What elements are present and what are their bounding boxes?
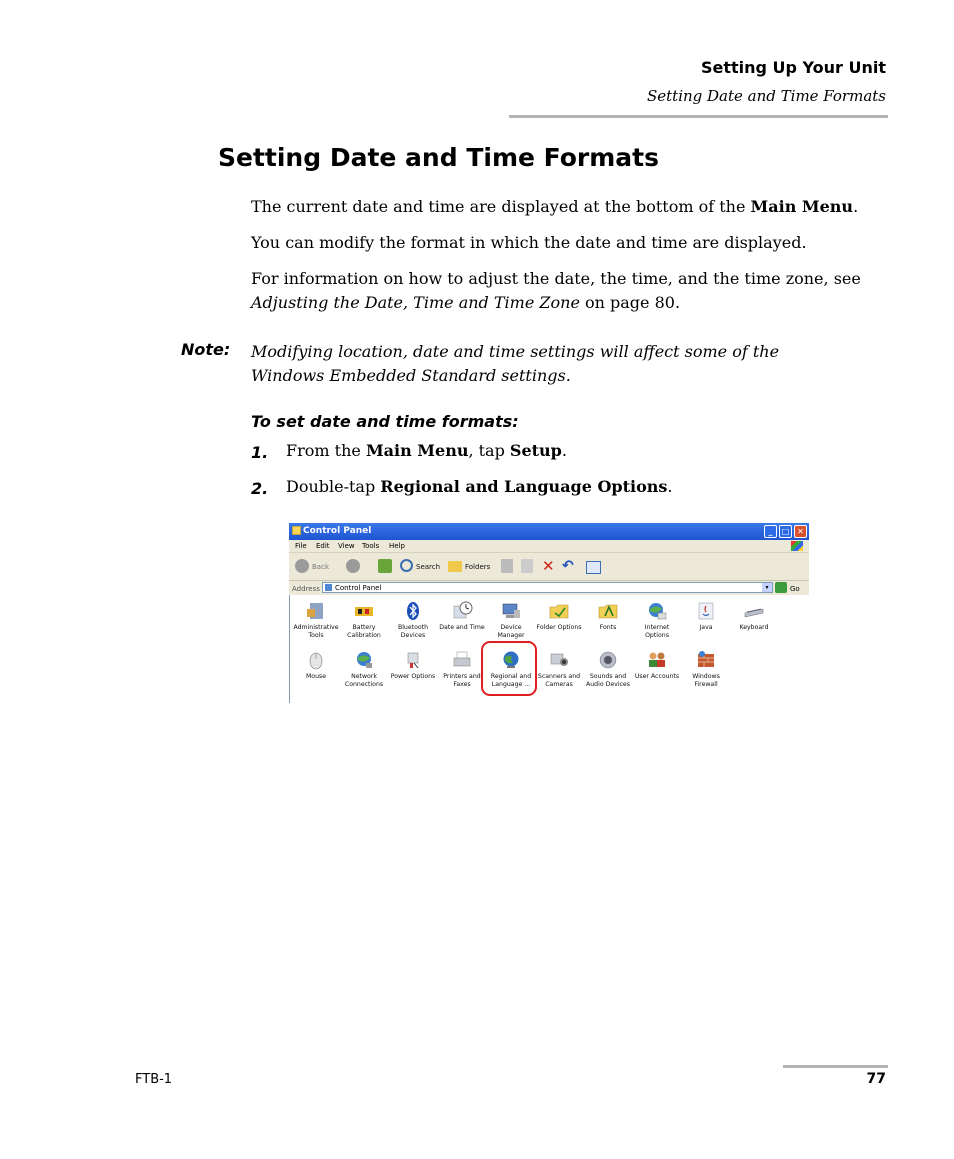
address-dropdown-icon[interactable]: ▾ [762,583,772,592]
control-panel-small-icon [325,584,332,591]
item-label: Bluetooth [397,624,429,631]
date-time-icon [451,601,473,621]
go-arrow-icon[interactable] [775,582,787,593]
item-battery-calibration[interactable] [339,601,389,640]
menu-help[interactable]: Help [389,542,405,550]
menu-bar [289,540,809,553]
item-network-connections[interactable] [339,650,389,689]
mouse-icon [305,650,327,670]
item-label: Network [351,673,377,680]
item-fonts[interactable] [583,601,633,632]
menu-file[interactable]: File [295,542,307,550]
item-keyboard[interactable] [729,601,779,632]
item-label-2: Language ... [491,681,531,688]
step-1-pre: From the [286,441,366,460]
item-device-manager[interactable] [486,601,536,640]
views-icon[interactable] [586,561,601,574]
step-1-text [286,441,567,460]
item-label-2: Firewall [694,681,718,688]
scanner-icon [548,650,570,670]
paragraph-1 [251,195,871,219]
java-icon [695,601,717,621]
address-label: Address [292,585,320,593]
control-panel-items [289,595,809,703]
highlight-circle [481,641,537,696]
item-internet-options[interactable] [632,601,682,640]
control-panel-screenshot [289,523,809,703]
folder-options-icon [548,601,570,621]
paragraph-1-text: The current date and time are displayed at the bottom of the [251,197,751,216]
item-label-2: Faxes [453,681,471,688]
item-date-and-time[interactable] [437,601,487,632]
window-title: Control Panel [303,526,372,536]
section-title: Setting Date and Time Formats [218,143,659,172]
running-header-title: Setting Up Your Unit [700,58,886,77]
network-icon [353,650,375,670]
item-java[interactable] [681,601,731,632]
footer-rule [783,1065,888,1068]
item-label: Folder Options [536,624,582,631]
step-2-number: 2. [251,479,269,498]
item-administrative-tools[interactable] [291,601,341,640]
menu-view[interactable]: View [338,542,355,550]
item-label: Mouse [305,673,327,680]
delete-icon[interactable]: ✕ [542,557,555,575]
item-label: Battery [352,624,376,631]
firewall-icon [695,650,717,670]
copy-to-icon[interactable] [521,559,533,573]
step-1-bold-1: Main Menu [365,441,469,460]
bluetooth-icon [402,601,424,621]
note-text: Modifying location, date and time settings will affect some of the Windows Embedded Standard settings. [251,342,780,385]
step-1-number: 1. [251,443,269,462]
search-label: Search [416,563,441,571]
address-value: Control Panel [335,584,382,592]
item-label: Administrative [293,624,339,631]
maximize-button[interactable]: □ [779,525,792,538]
step-1-bold-2: Setup [509,441,562,460]
keyboard-icon [743,601,765,621]
paragraph-3-text: For information on how to adjust the date, the time, and the time zone, see [251,269,861,288]
header-rule [509,115,888,118]
minimize-button[interactable]: _ [764,525,777,538]
paragraph-2: You can modify the format in which the date and time are displayed. [251,233,807,252]
admin-tools-icon [305,601,327,621]
item-label-2: Options [645,632,669,639]
item-label: User Accounts [634,673,680,680]
internet-options-icon [646,601,668,621]
fonts-icon [597,601,619,621]
toolbar [289,553,809,581]
address-input[interactable] [322,582,773,593]
undo-icon[interactable]: ↶ [562,558,574,574]
item-label: Date and Time [439,624,485,631]
running-header-subtitle: Setting Date and Time Formats [646,87,886,105]
item-sounds-and-audio-devices[interactable] [583,650,633,689]
item-label: Keyboard [739,624,769,631]
procedure-title: To set date and time formats: [251,412,519,431]
item-bluetooth-devices[interactable] [388,601,438,640]
up-folder-icon[interactable] [378,559,392,573]
item-label: Fonts [599,624,617,631]
menu-tools[interactable]: Tools [362,542,380,550]
step-2-pre: Double-tap [286,477,381,496]
user-accounts-icon [646,650,668,670]
item-label: Sounds and [589,673,627,680]
cross-reference-link[interactable]: Adjusting the Date, Time and Time Zone [251,293,580,312]
item-label-2: Audio Devices [586,681,630,688]
item-label: Printers and [443,673,481,680]
paragraph-1-bold: Main Menu [750,197,854,216]
control-panel-icon [292,526,301,535]
back-label: Back [312,563,329,571]
item-label: Internet [644,624,670,631]
speaker-icon [597,650,619,670]
item-power-options[interactable] [388,650,438,681]
item-label-2: Tools [308,632,324,639]
item-label-2: Cameras [545,681,573,688]
item-label: Regional and [490,673,532,680]
item-folder-options[interactable] [534,601,584,632]
footer-product: FTB-1 [135,1072,173,1087]
close-button[interactable]: ✕ [794,525,807,538]
folders-label: Folders [465,563,491,571]
item-label: Power Options [390,673,436,680]
item-printers-and-faxes[interactable] [437,650,487,689]
item-label: Java [699,624,713,631]
item-label-2: Calibration [347,632,381,639]
battery-icon [353,601,375,621]
item-label: Device [500,624,522,631]
item-label-2: Connections [344,681,384,688]
item-mouse[interactable] [291,650,341,681]
printer-icon [451,650,473,670]
paragraph-1-end: . [853,197,859,216]
item-user-accounts[interactable] [632,650,682,681]
move-to-icon[interactable] [501,559,513,573]
power-options-icon [402,650,424,670]
back-arrow-icon[interactable] [295,559,309,573]
step-2-text [286,477,673,496]
step-2-bold: Regional and Language Options [380,477,668,496]
search-icon[interactable] [400,559,413,572]
step-1-mid: , tap [468,441,510,460]
paragraph-3-end: on page 80. [579,293,681,312]
item-label: Windows [692,673,720,680]
forward-arrow-icon[interactable] [346,559,360,573]
step-2-end: . [667,477,673,496]
menu-edit[interactable]: Edit [316,542,330,550]
note-label: Note: [181,340,231,359]
item-windows-firewall[interactable] [681,650,731,689]
item-label-2: Manager [497,632,525,639]
step-1-end: . [561,441,567,460]
folders-icon[interactable] [448,561,462,572]
windows-logo-icon [791,541,803,551]
go-label[interactable]: Go [790,585,800,593]
device-manager-icon [500,601,522,621]
item-scanners-and-cameras[interactable] [534,650,584,689]
window-titlebar [289,523,809,540]
paragraph-3 [251,267,861,315]
page-number: 77 [866,1071,886,1087]
item-label: Scanners and [537,673,581,680]
item-label-2: Devices [400,632,426,639]
